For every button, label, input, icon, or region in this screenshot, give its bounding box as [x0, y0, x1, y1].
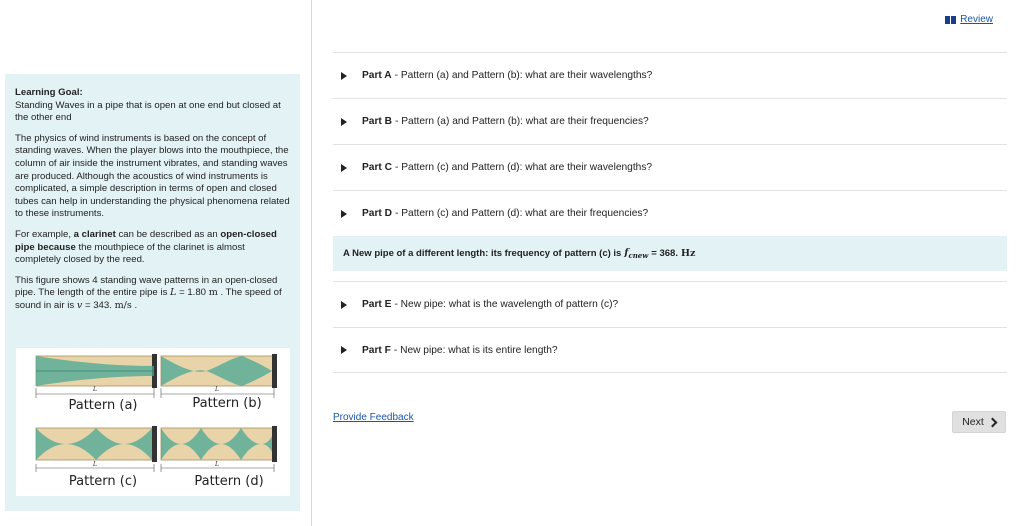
part-f-row[interactable]: [333, 327, 1007, 373]
unit: m/s: [114, 299, 132, 311]
part-e-row[interactable]: [333, 281, 1007, 327]
math-symbol: v: [76, 299, 83, 311]
math-symbol: L: [170, 287, 177, 299]
part-question: - Pattern (a) and Pattern (b): what are their frequencies?: [395, 116, 649, 127]
panel-divider: [311, 0, 312, 526]
next-label: Next: [962, 416, 984, 428]
length-label: L: [215, 386, 219, 393]
part-question: - New pipe: what is its entire length?: [393, 344, 558, 356]
text-run: = 1.80: [176, 287, 209, 299]
math-subscript: cnew: [628, 250, 649, 260]
expand-arrow-icon: [341, 118, 349, 126]
part-question: - Pattern (c) and Pattern (d): what are their wavelengths?: [395, 162, 653, 173]
expand-arrow-icon: [341, 301, 349, 309]
goal-paragraph-1: The physics of wind instruments is based on the concept of standing waves. When the player blows into the mouthpiece, the column of air inside the instrument vibrates, and standing waves are produced. Although the acoustics of wind instruments is complicated, a simple description in terms of open and closed tubes can help in understanding the physical phenomena related to these instruments.: [15, 132, 290, 220]
math-symbol: f: [624, 247, 629, 259]
provide-feedback-link[interactable]: Provide Feedback: [333, 412, 414, 423]
pattern-b-tube: [161, 354, 277, 398]
pattern-d-label: Pattern (d): [194, 474, 264, 489]
part-question: - Pattern (a) and Pattern (b): what are their wavelengths?: [394, 70, 653, 81]
part-name: Part C: [362, 162, 393, 173]
text-bold: open-closed pipe because: [15, 228, 277, 253]
goal-paragraph-3: [15, 275, 290, 313]
length-label: L: [93, 386, 97, 393]
book-icon: [945, 16, 956, 24]
part-question: - Pattern (c) and Pattern (d): what are their frequencies?: [395, 208, 649, 219]
pattern-c-label: Pattern (c): [68, 474, 138, 489]
part-name: Part F: [362, 344, 391, 356]
goal-paragraph-2: [15, 229, 290, 267]
part-name: Part D: [362, 208, 393, 219]
frequency-unit: Hz: [680, 248, 696, 259]
part-a-row[interactable]: [333, 52, 1007, 98]
text-bold: a clarinet: [73, 228, 116, 240]
expand-arrow-icon: [341, 346, 349, 354]
standing-wave-diagram: [16, 348, 290, 496]
text-run: can be described as an: [115, 228, 221, 240]
info-text: A New pipe of a different length: its frequency of pattern (c) is: [343, 248, 622, 259]
part-name: Part B: [362, 116, 393, 127]
next-button[interactable]: [952, 411, 1006, 433]
pattern-b-label: Pattern (b): [192, 396, 262, 411]
pattern-d-tube: [161, 426, 277, 472]
part-b-row[interactable]: [333, 98, 1007, 144]
new-pipe-info: [333, 236, 1007, 271]
part-name: Part A: [362, 70, 392, 81]
part-c-row[interactable]: [333, 144, 1007, 190]
expand-arrow-icon: [341, 72, 349, 80]
goal-heading: Learning Goal:: [15, 87, 83, 98]
text-run: .: [131, 299, 138, 311]
goal-title: Standing Waves in a pipe that is open at one end but closed at the other end: [15, 99, 281, 124]
learning-goal-panel: [5, 74, 300, 511]
expand-arrow-icon: [341, 164, 349, 172]
text-run: This figure shows 4 standing wave patterns in an open-closed pipe. The length of the entire pipe is: [15, 274, 278, 299]
pattern-a-label: Pattern (a): [68, 398, 138, 413]
text-run: For example,: [15, 228, 74, 240]
text-run: . The speed of sound in air is: [15, 287, 282, 311]
review-label: Review: [960, 14, 993, 25]
length-label: L: [93, 461, 97, 468]
frequency-value: = 368.: [651, 248, 678, 259]
text-run: the mouthpiece of the clarinet is almost completely closed by the reed.: [15, 241, 245, 266]
frequency-symbol: [624, 247, 648, 260]
unit: m: [208, 287, 218, 299]
parts-list: [333, 52, 1007, 373]
part-question: - New pipe: what is the wavelength of pattern (c)?: [394, 299, 619, 310]
chevron-right-icon: [987, 417, 997, 427]
length-label: L: [215, 461, 219, 468]
text-run: = 343.: [82, 299, 115, 311]
learning-goal-text: [15, 87, 290, 321]
part-d-row[interactable]: [333, 190, 1007, 236]
standing-wave-figure: [16, 348, 290, 496]
expand-arrow-icon: [341, 210, 349, 218]
review-link[interactable]: [945, 14, 993, 25]
part-name: Part E: [362, 299, 392, 310]
